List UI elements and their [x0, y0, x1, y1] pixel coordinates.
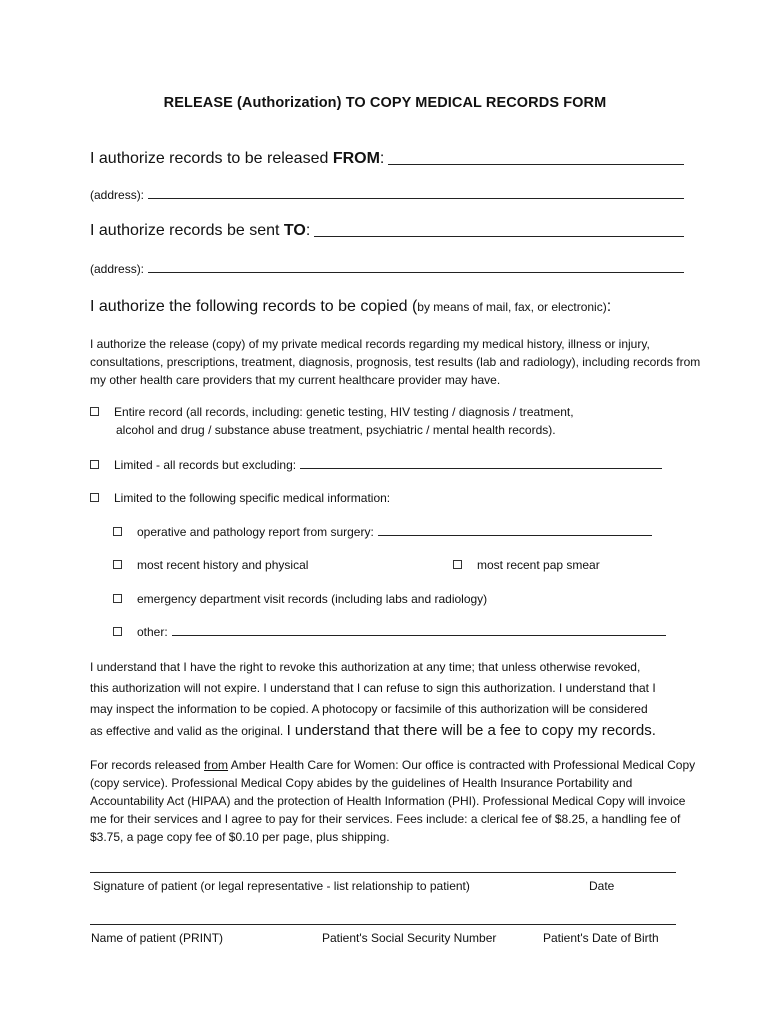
signature-label: Signature of patient (or legal representative - list relationship to patient) — [93, 879, 470, 893]
operative-report-field[interactable] — [378, 534, 652, 536]
checkbox-history-physical[interactable] — [113, 560, 122, 569]
from-address-field[interactable] — [148, 197, 684, 199]
release-from-label: I authorize records to be released FROM: — [90, 150, 385, 167]
form-title: RELEASE (Authorization) TO COPY MEDICAL RECORDS FORM — [163, 95, 607, 111]
excluding-field[interactable] — [300, 467, 662, 469]
fee-statement: I understand that there will be a fee to copy my records. — [286, 722, 656, 739]
send-to-label: I authorize records be sent TO: — [90, 222, 311, 239]
send-to-field[interactable] — [314, 235, 684, 237]
option-entire-record: Entire record (all records, including: genetic testing, HIV testing / diagnosis / treatment, — [90, 405, 574, 419]
revoke-paragraph: I understand that I have the right to revoke this authorization at any time; that unless otherwise revoked, this authorization will not expire. I understand that I can refuse to sign this authorization. I understand that I may inspect the information to be copied. A photocopy or facsimile of this authorization will be considered as effective and valid as the original. I understand that there will be a fee to copy my records. — [90, 660, 656, 739]
dob-label: Patient's Date of Birth — [543, 931, 659, 945]
checkbox-operative-report[interactable] — [113, 527, 122, 536]
patient-name-label: Name of patient (PRINT) — [91, 931, 224, 945]
date-label: Date — [589, 879, 615, 893]
option-limited-specific: Limited to the following specific medical information: — [90, 491, 390, 505]
send-to-row — [90, 222, 684, 240]
option-emergency-records: emergency department visit records (including labs and radiology) — [113, 592, 487, 606]
intro-paragraph: I authorize the release (copy) of my private medical records regarding my medical history, illness or injury, consultations, prescriptions, treatment, diagnosis, prognosis, test results (lab and radiology), including records from my other health care providers that my current healthcare provider may have. — [90, 337, 701, 387]
release-from-field[interactable] — [388, 163, 684, 165]
records-copied-heading: I authorize the following records to be copied ( by means of mail, fax, or electronic) : — [90, 298, 612, 315]
checkbox-other[interactable] — [113, 627, 122, 636]
signature-line[interactable] — [90, 872, 676, 873]
to-address-row — [90, 262, 684, 276]
from-address-label: (address): — [90, 188, 145, 202]
option-pap-smear: most recent pap smear — [453, 558, 600, 572]
checkbox-emergency-records[interactable] — [113, 594, 122, 603]
to-address-label: (address): — [90, 262, 145, 276]
amber-health-paragraph: For records released from Amber Health Care for Women: Our office is contracted with Professional Medical Copy (copy service). Professional Medical Copy abides by the guidelines of Health Insurance Portability and Accountability Act (HIPAA) and the protection of Health Information (PHI). Professional Medical Copy will invoice me for their services and I agree to pay for their services. Fees include: a clerical fee of $8.25, a handling fee of $3.75, a page copy fee of $0.10 per page, plus shipping. — [90, 758, 696, 844]
to-address-field[interactable] — [148, 271, 684, 273]
option-entire-record-continued: alcohol and drug / substance abuse treatment, psychiatric / mental health records). — [116, 423, 556, 437]
option-operative-report: operative and pathology report from surgery: — [113, 525, 652, 539]
from-address-row — [90, 188, 684, 202]
checkbox-pap-smear[interactable] — [453, 560, 462, 569]
checkbox-entire-record[interactable] — [90, 407, 99, 416]
checkbox-limited-specific[interactable] — [90, 493, 99, 502]
option-history-physical: most recent history and physical — [113, 558, 308, 572]
other-field[interactable] — [172, 634, 666, 636]
name-line[interactable] — [90, 924, 676, 925]
ssn-label: Patient's Social Security Number — [322, 931, 497, 945]
release-from-row — [90, 150, 684, 168]
checkbox-limited-excluding[interactable] — [90, 460, 99, 469]
option-limited-excluding: Limited - all records but excluding: — [90, 458, 662, 472]
option-other: other: — [113, 625, 666, 639]
